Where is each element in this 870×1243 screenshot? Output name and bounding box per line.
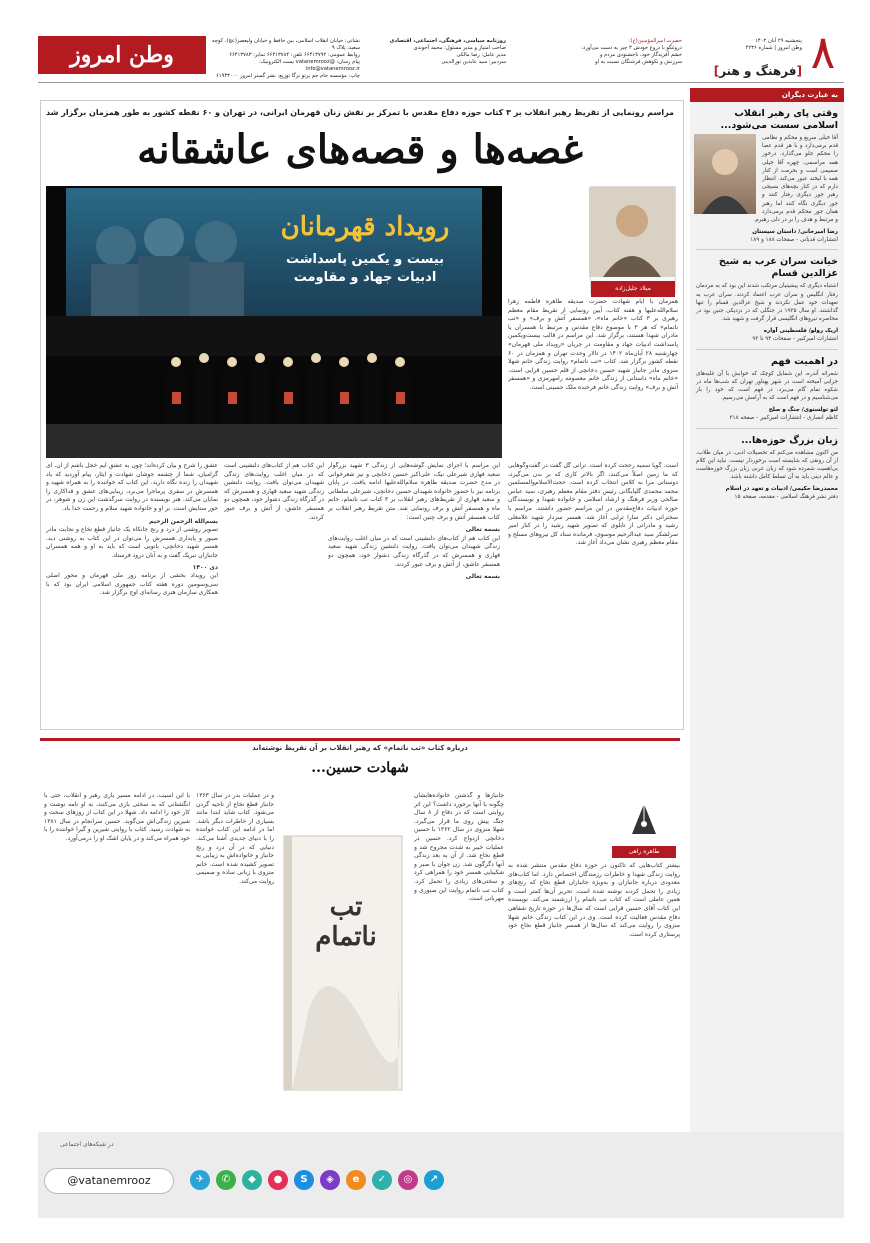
hadith-line: حضرت امیرالمؤمنین(ع):	[628, 38, 682, 44]
igap-icon[interactable]: ↗	[424, 1170, 444, 1190]
paper-line: صاحب امتیاز و مدیر مسئول: محمد آخوندی	[413, 45, 506, 51]
author-card[interactable]	[590, 186, 676, 294]
sidebar-item-pages: انتشارات قدیانی - صفحات ۱۸۸ و ۱۸۹	[750, 237, 838, 244]
bale-icon[interactable]: ◆	[242, 1170, 262, 1190]
instagram-icon[interactable]: ◎	[398, 1170, 418, 1190]
photo-banner-sub: ادبیات جهاد و مقاومت	[293, 270, 437, 285]
sidebar-item-title[interactable]: خیانت سران عرب به شیخ عزالدین قسام	[718, 256, 838, 280]
address-line: روابط عمومی: ۶۶۴۱۳۷۹۲ تلفن: ۶۶۴۱۳۷۸۴ نمابر: ۶۶۴۱۳۷۸۳	[229, 52, 360, 58]
article-column	[224, 462, 324, 724]
sidebar-item-title[interactable]: در اهمیت فهم	[770, 355, 838, 367]
column-heading: بسمه تعالی	[465, 573, 500, 581]
article-column	[46, 462, 218, 724]
feature-column: جانبازها و گذشتن خانواده‌هایشان چگونه با آنها برخورد داشت؟ این اثر روایتی است که در دفاع از ۸ سال جنگ پیش روی ما قرار می‌گیرد. شهلا منزوی در سال ۱۳۶۲ با حسین دخانچی ازدواج کرد. حسین در عملیات خیبر به شدت مجروح شد و قطع نخاع شد. از آن به بعد زندگی آنها دگرگون شد. زن جوان با صبر و شکیبایی همسر خود را همراهی کرد و سختی‌های زیادی را تحمل کرد. کتاب تب ناتمام روایت این صبوری و مهربانی است.	[414, 792, 504, 903]
eitaa-icon[interactable]: e	[346, 1170, 366, 1190]
sidebar-item-source: رضا امیرخانی/ داستان سیستان	[752, 229, 838, 236]
sidebar-item-body: من اکنون مشاهده می‌کنم که تحصیلات ادبی، در میان طلاب، از آن رونقی که شایسته است برخوردار نیست. نباید این کلام بی‌اهمیت شمرده شود که زبان عربی زبان بزرگ حوزه‌هاست و عالم دینی باید به آن تسلط کامل داشته باشد.	[696, 449, 838, 481]
hadith-block	[512, 38, 682, 66]
column-paragraph: عشق را شرح و بیان کرده‌اند؛ چون به عشق آیم خجل باشم از آن. ای گرامیان، شما از چشمه جوشان شهادت و ایثار، پیام آوردید که یاد شهیدان را زنده نگاه دارید. این کتاب که خواننده را به همراه شهید و همسرش در سفری پرماجرا می‌برد، زیبایی‌های عشق و فداکاری را نمایان می‌کند. هنر نویسنده در روایت سرگذشت این زن و شوهر، در خور ستایش است. بر او و خانواده شهید سلام و رحمت خدا باد.	[46, 462, 218, 512]
paper-line: سردبیر: سید عابدین نورالدینی	[441, 59, 506, 65]
feature-column: و در عملیات بدر در سال ۱۳۶۳ جانباز قطع نخاع از ناحیه گردن می‌شود. کتاب شاید ابتدا مانند بسیاری از خاطرات دیگر باشد. اما در ادامه این کتاب خواننده را با دنیای جدیدی آشنا می‌کند. دنیایی که در آن درد و رنج جانباز و خانواده‌اش به زیبایی به تصویر کشیده شده است. خانم منزوی با زبانی ساده و صمیمی روایت می‌کند.	[196, 792, 274, 885]
issue-date: پنجشنبه ۲۹ آبان ۱۴۰۲	[755, 38, 802, 44]
whatsapp-icon[interactable]: ✆	[216, 1170, 236, 1190]
event-photo[interactable]	[46, 186, 502, 458]
article-column: همزمان با ایام شهادت حضرت صدیقه طاهره فاطمه زهرا سلام‌الله‌علیها و هفته کتاب، آیین رونمایی از تقریظ مقام معظم رهبری بر ۳ کتاب «خانم ماه»، «همسفر آتش و برف» و «تب ناتمام» که هر ۳ با موضوع دفاع مقدس و مرتبط با همسران یا مادران شهدا هستند، برگزار شد. این مراسم در قالب بیست‌ویکمین پاسداشت ادبیات جهاد و مقاومت در جریان «رویداد ملی قهرمان» چهارشنبه ۲۸ آبان‌ماه ۱۴۰۲ در تالار وحدت تهران و همزمان در ۶۰ نقطه کشور برگزار شد. کتاب «تب ناتمام» روایت زندگی خانم شهلا منزوی مادر جانباز شهید حسین دخانچی از قلم حسین قرایی است. «خانم ماه» داستانی از زندگی خانم معصومه رامهرمزی و «همسفر آتش و برف» روایت زندگی خانم فرخنده ملک حسینی است.	[508, 298, 678, 391]
book-cover-title: تب ناتمام	[315, 892, 377, 952]
author-photo-placeholder	[694, 134, 756, 214]
newspaper-logo[interactable]: وطن امروز	[38, 36, 206, 74]
main-headline[interactable]: غصه‌ها و قصه‌های عاشقانه	[137, 126, 583, 173]
hadith-line: سرزنش و نکوهش فرشتگان نسبت به او	[595, 59, 682, 65]
sidebar-header: به عبارت دیگران	[690, 88, 844, 102]
top-rule	[38, 82, 844, 83]
sidebar-item-title[interactable]: وقتی پای رهبر انقلاب اسلامی سست می‌شود...	[720, 108, 838, 131]
hadith-line: دروغگو با دروغ خودش ۳ چیز به دست می‌آورد:	[581, 45, 682, 51]
sidebar-item-source: اریک رولو/ فلسطینی آواره	[763, 328, 838, 335]
column-date: دی ۱۴۰۰	[192, 563, 218, 571]
column-heading: بسمه تعالی	[465, 526, 500, 534]
paper-info	[366, 38, 506, 66]
sidebar-item-body: اشتباه دیگری که پیشینیان مرتکب شدند این بود که به مردمان رفتار انگلیس و سران عرب اعتماد کردند. سران عرب به تعهدات خود عمل نکردند و شیخ عزالدین قسام را تنها گذاشتند. او سال ۱۹۳۵ در جنگلی که در نزدیکی جنین بود در محاصره نیروهای انگلیسی قرار گرفت و شهید شد.	[696, 283, 838, 323]
gap-icon[interactable]: ✓	[372, 1170, 392, 1190]
column-paragraph: این رویداد بخشی از برنامه روز ملی قهرمان و محور اصلی سی‌وسومین دوره هفته کتاب جمهوری اسلامی ایران بود که با همکاری سازمان هنری رسانه‌ای اوج برگزار شد.	[46, 572, 218, 597]
rubika-icon[interactable]: ◈	[320, 1170, 340, 1190]
footer-label: در شبکه‌های اجتماعی	[60, 1141, 114, 1148]
sidebar-item-pages: کاظم انصاری - انتشارات امیرکبیر - صفحه ۳۱۸	[729, 415, 838, 422]
address-line: نشانی: خیابان انقلاب اسلامی، بین حافظ و خیابان ولیعصر(عج)، کوچه سعید، پلاک ۹	[211, 38, 360, 51]
aparat-icon[interactable]: ●	[268, 1170, 288, 1190]
paper-line: مدیر عامل: رضا مالکی	[456, 52, 506, 58]
telegram-icon[interactable]: ✈	[190, 1170, 210, 1190]
photo-banner-sub: بیست و یکمین پاسداشت	[285, 252, 445, 267]
page-number: ۸	[810, 25, 836, 79]
author-name: میلاد جلیل‌زاده	[591, 281, 675, 297]
social-handle[interactable]: @vatanemrooz	[44, 1168, 174, 1194]
address-line: چاپ: مؤسسه جام جم پرتو نرگا توزیع: نشر گستر امروز ۶۱۹۳۳۰۰۰	[216, 73, 360, 79]
book-cover[interactable]	[278, 832, 408, 1094]
feature-author-name: طاهره راهی	[612, 846, 676, 858]
hadith-line: خشم آفریدگار خود، ناخشنودی مردم و	[599, 52, 682, 58]
divider	[696, 428, 838, 429]
sidebar	[690, 88, 844, 1150]
sidebar-item-body: شعرائه آندره، این شمایل کوچک که خوابش با آن غلبه‌های خرابی آمیخته است در شهر پهناور تهران که شب‌ها ماه در شکوه تمام گام می‌برد. در فهم است که خود را باز می‌شناسیم و در فهم است که به آرامش می‌رسیم.	[696, 370, 838, 402]
pen-nib-icon	[612, 796, 676, 842]
section-title: [فرهنگ و هنر]	[713, 64, 802, 78]
person-icon	[694, 134, 756, 214]
headline-kicker: مراسم رونمایی از تقریظ رهبر انقلاب بر ۳ کتاب حوزه دفاع مقدس با تمرکز بر نقش زنان قهرمان ایرانی، در تهران و ۶۰ نقطه کشور به طور همزمان برگزار شد	[45, 108, 675, 117]
paper-line: روزنامه سیاسی، فرهنگی، اجتماعی، اقتصادی	[389, 38, 506, 44]
column-paragraph: این مراسم با اجرای نمایش گوشه‌هایی از زندگی ۳ شهید بزرگوار سعید فهازی شیرعلی نیک، علی‌اکبر حسین دخانچی و نیز شعرخوانی در مدح حضرت صدیقه طاهره سلام‌الله‌علیها ادامه یافت. در پایان برنامه نیز با حضور خانواده شهیدان حسین دخانچی، شیرعلی سلطانی و سعید قهاری از تقریظ‌های رهبر انقلاب بر ۳ کتاب تب ناتمام، خانم ماه و همسفر آتش و برف رونمایی شد. متن تقریظ رهبر انقلاب بر کتاب همسفر آتش و برف چنین است:	[328, 462, 500, 521]
address-line: پیام رسان: @vatanemrooz پست الکترونیک: info@vatanemrooz.ir	[258, 59, 360, 72]
sidebar-item-title[interactable]: زبان بزرگ حوزه‌ها...	[741, 434, 838, 446]
address-block	[212, 38, 360, 80]
divider	[696, 349, 838, 350]
column-paragraph: تصویر روشنی از درد و رنج جانکاه یک جانباز قطع نخاع و نجابت مادر صبور و پایداری همسرش را می‌توان در این کتاب به روشنی دید. همسر شهید دخانچی، بانویی است که باید به او و همه همسران جانبازان تبریک گفت و به آنان درود فرستاد.	[46, 526, 218, 559]
sidebar-item-source: محمدرضا حکیمی/ ادبیات و تعهد در اسلام	[725, 486, 838, 493]
column-paragraph: این کتاب هم از کتاب‌های دلنشینی است که در میان اغلب روایت‌های زندگی شهیدان می‌توان یافت. روایت دلنشین زندگی شهید سعید قهاری و همسرش که در گذرگاه زندگی دشوار خود، همچون دو همسفر عاشق، از آتش و برف عبور کردند.	[224, 462, 324, 521]
sidebar-item-pages: دفتر نشر فرهنگ اسلامی - مقدمه، صفحه ۱۵	[734, 494, 838, 501]
column-heading: بسم‌الله الرحمن الرحیم	[149, 517, 218, 525]
book-cover-illustration	[278, 832, 408, 1094]
divider	[696, 249, 838, 250]
date-block	[694, 38, 802, 52]
column-paragraph: این کتاب هم از کتاب‌های دلنشینی است که در میان اغلب روایت‌های زندگی شهیدان می‌توان یافت. روایت دلنشین زندگی شهید سعید قهاری و همسرش که در گذرگاه زندگی دشوار خود، همچون دو همسفر عاشق، از آتش و برف عبور کردند.	[328, 534, 500, 568]
feature-kicker: درباره کتاب «تب ناتمام» که رهبر انقلاب بر آن تقریظ نوشته‌اند	[252, 744, 468, 752]
sidebar-item-body: آقا خیلی سریع و محکم و نظامی قدم برمی‌دارد و با هر قدم عصا را محکم جلو می‌گذارد. درخور همه مراسمی، چهره آقا خیلی صمیمی است و بحرمت از کنار همه با لبخند عبور می‌کند. انتظار دارم که در کنار بچه‌های بسیجی رهبر جور دیگری رفتار کنند و جور دیگری نگاه کنند اما رهبر همان جور محکم قدم برمی‌دارد و مرتبط و هدف را بر در دلی رهبرم.	[753, 135, 838, 224]
feature-column: با این آسیب، در ادامه مسیر یاری رهبر و انقلاب، حتی با انگشتانی که به سختی یاری می‌کنند، به او نامه نوشت و کار خود را ادامه داد. شهلا در این کتاب از روزهای سخت و شیرین زندگی‌اش می‌گوید. حسین سرانجام در سال ۱۳۸۱ به شهادت رسید. کتاب با روایتی شیرین و گیرا خواننده را با خود همراه می‌کند و در پایان اشک او را درمی‌آورد.	[44, 792, 190, 842]
article-column: است. گویا سمیه رجحت کرده است. ترانی گل گفت در گفت‌وگوهایی که ما زمین اصلاً می‌کنند، اگر بالاتر کاری که بر بدن می‌گیرد، دوستانی مرا به کلاس انتخاب کرده است. حجت‌الاسلام‌والمسلمین محمد محمدی گلپایگانی رئیس دفتر مقام معظم رهبری، سید عباس صالحی وزیر فرهنگ و ارشاد اسلامی و خانواده شهدا و نویسندگان حوزه ادبیات دفاع‌مقدس در این مراسم حضور داشتند. مراسم با سخنرانی دکتر سارا ترابی آغاز شد. همسر سردار شهید غلامعلی رشید و مادرانی از تابلوی که تصویر شهید رشید را در کنار امیر سرلشکر سید عبدالرحیم موسوی، فرمانده ستاد کل نیروهای مسلح و مقام معظم رهبری نشان می‌داد آغاز شد.	[508, 462, 678, 547]
photo-banner-title: رویداد قهرمانان	[280, 212, 450, 242]
article-column	[328, 462, 500, 724]
issue-number: وطن امروز | شماره ۴۲۳۶	[745, 45, 802, 51]
sidebar-item-pages: انتشارات امیرکبیر - صفحات ۹۴ تا ۹۳	[752, 336, 838, 343]
sidebar-item-source: لئو تولستوی/ جنگ و صلح	[768, 407, 838, 414]
feature-title[interactable]: شهادت حسین...	[311, 760, 409, 776]
feature-author-badge	[612, 796, 676, 856]
feature-column: بیشتر کتاب‌هایی که تاکنون در حوزه دفاع مقدس منتشر شده به روایت زندگی شهدا و خاطرات رزمندگان اختصاص دارد. اما کتاب‌های معدودی درباره جانبازان و به‌ویژه جانبازان قطع نخاع که رنج‌های زیادی را تحمل کردند نوشته شده است. تحریر آن‌ها کمتر است و همین عاملی است که کتاب تب ناتمام را ارزشمند می‌کند. نویسنده این کتاب آقای حسین قرایی است که سال‌ها در حوزه تاریخ شفاهی دفاع مقدس فعالیت کرده است. وی در این کتاب زندگی خانم شهلا منزوی را روایت می‌کند که سال‌ها از همسر جانباز قطع نخاع خود پرستاری کرده است.	[508, 862, 680, 938]
author-portrait-icon	[589, 187, 675, 277]
soroush-icon[interactable]: S	[294, 1170, 314, 1190]
